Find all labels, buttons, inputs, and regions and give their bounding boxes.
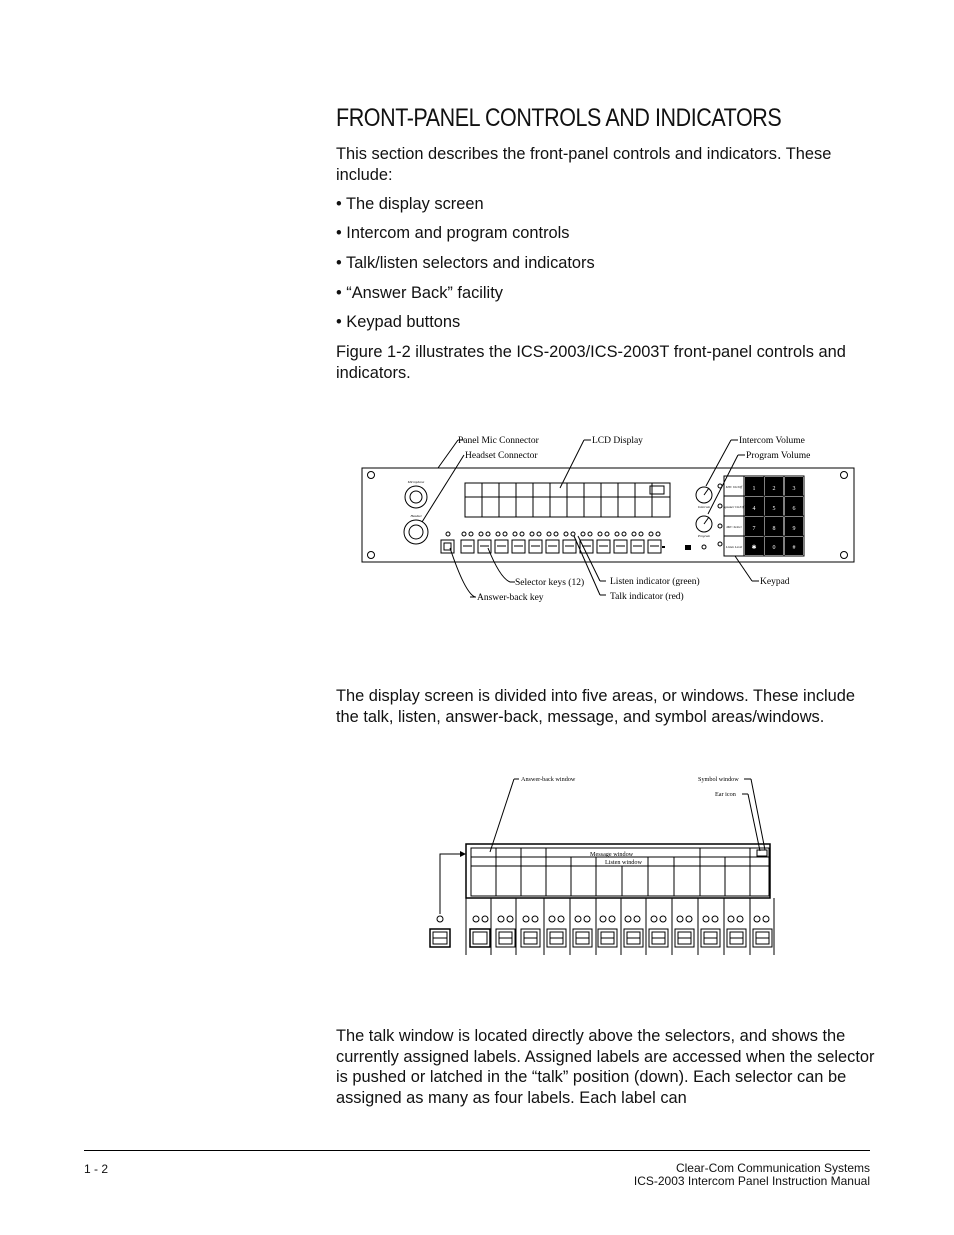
answer-back-key-label: Answer-back key xyxy=(477,593,544,603)
keypad-key-9: 9 xyxy=(792,526,796,532)
keypad-key-3: 3 xyxy=(792,486,796,492)
lcd-display-label: LCD Display xyxy=(592,436,643,446)
front-panel-figure xyxy=(360,428,860,613)
keypad-key-6: 6 xyxy=(792,506,796,512)
talk-indicator-label: Talk indicator (red) xyxy=(610,592,684,602)
key-speaker-label: Speaker On/Off xyxy=(723,505,745,509)
keypad-key-5: 5 xyxy=(772,506,776,512)
footer-company: Clear-Com Communication Systems xyxy=(675,1161,870,1175)
keypad-key-1: 1 xyxy=(752,486,756,492)
message-window-label: Message window xyxy=(590,851,634,858)
bullet-keypad: • Keypad buttons xyxy=(336,313,461,331)
ear-icon-label: Ear icon xyxy=(715,791,736,798)
footer-manual: ICS-2003 Intercom Panel Instruction Manual xyxy=(633,1174,870,1188)
talk-window-paragraph: The talk window is located directly above the selectors, and shows the currently assigned labels. Assigned labels are accessed when the selector is pushed or latched in the “talk” position (down). Each selector can be assigned as many as four labels. Each label can xyxy=(336,1027,875,1107)
bullet-talk-listen: • Talk/listen selectors and indicators xyxy=(336,254,595,272)
keypad-key-star: ✱ xyxy=(751,545,757,551)
program-volume-label: Program Volume xyxy=(746,451,811,461)
symbol-window-label: Symbol window xyxy=(698,776,739,783)
display-paragraph: The display screen is divided into five areas, or windows. These include the talk, listen, answer-back, message, and symbol areas/windows. xyxy=(336,687,856,726)
key-mic-select-label: MIC Select xyxy=(726,525,742,529)
intercom-volume-label: Intercom Volume xyxy=(739,436,805,446)
display-windows-figure xyxy=(420,768,780,958)
figure-intro-paragraph: Figure 1-2 illustrates the ICS-2003/ICS-2003T front-panel controls and indicators. xyxy=(336,343,846,382)
listen-window-label: Listen window xyxy=(605,859,642,866)
keypad-key-0: 0 xyxy=(772,545,776,551)
panel-mic-connector-label: Panel Mic Connector xyxy=(458,436,539,446)
keypad-key-hash: # xyxy=(792,545,796,551)
selector-keys-label: Selector keys (12) xyxy=(515,578,585,588)
answer-back-window-label: Answer-back window xyxy=(521,776,576,783)
bullet-display-screen: • The display screen xyxy=(336,195,484,213)
headset-label: Headset xyxy=(410,514,422,518)
program-knob-label: Program xyxy=(697,534,711,538)
keypad-key-2: 2 xyxy=(772,486,776,492)
keypad-key-7: 7 xyxy=(752,526,756,532)
footer-info xyxy=(634,1162,870,1188)
keypad-label: Keypad xyxy=(760,577,790,587)
listen-indicator-label: Listen indicator (green) xyxy=(610,577,700,587)
footer-rule xyxy=(84,1150,870,1151)
bullet-answer-back: • “Answer Back” facility xyxy=(336,284,503,302)
keypad-key-4: 4 xyxy=(752,506,756,512)
microphone-label: Microphone xyxy=(407,480,425,484)
key-mic-label: MIC On/Off xyxy=(725,485,743,489)
headset-connector-label: Headset Connector xyxy=(465,451,538,461)
intercom-knob-label: Intercom xyxy=(697,505,711,509)
intro-paragraph: This section describes the front-panel controls and indicators. These include: xyxy=(336,145,832,184)
page-title: FRONT-PANEL CONTROLS AND INDICATORS xyxy=(336,104,782,132)
page-number: 1 - 2 xyxy=(84,1162,109,1176)
bullet-intercom-program: • Intercom and program controls xyxy=(336,224,570,242)
key-listen-level-label: Listen Level xyxy=(725,545,743,549)
keypad-key-8: 8 xyxy=(772,526,776,532)
